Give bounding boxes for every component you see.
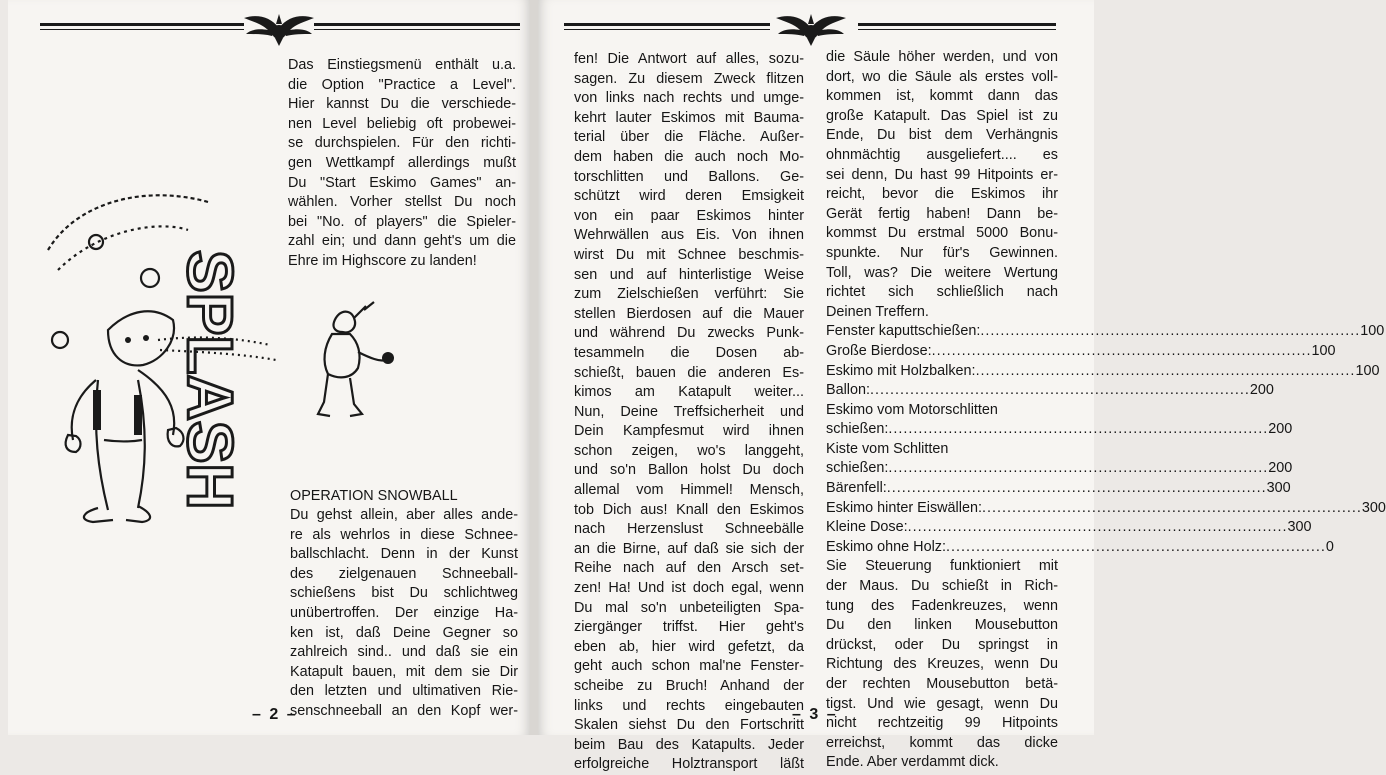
text-line: die Säule höher werden, und von [826, 49, 1058, 65]
score-row [826, 538, 1334, 558]
score-row [826, 381, 1274, 401]
column-one [574, 50, 804, 775]
eskimo-thrower-illustration [304, 302, 394, 422]
score-row [826, 420, 1293, 440]
text-line: schießt, bauen die anderen Es- [574, 364, 804, 381]
text-line: schon zeigen, wo's langgeht, [574, 442, 804, 459]
score-value: 100 [1360, 323, 1385, 340]
score-value: 300 [1361, 499, 1386, 516]
text-line: von links nach rechts und umge- [574, 90, 804, 107]
text-line: gen Wettkampf allerdings mußt [288, 154, 516, 171]
score-label: Eskimo hinter Eiswällen: [826, 499, 982, 516]
text-line: Du den linken Mousebutton [826, 617, 1058, 634]
score-label: schießen: [826, 460, 889, 477]
winged-ornament-icon [774, 10, 848, 46]
text-line: tob Dich aus! Knall den Eskimos [574, 501, 804, 518]
text-line: Toll, was? Die weitere Wertung [826, 264, 1058, 281]
text-line: senschneeball an den Kopf wer- [290, 702, 518, 719]
text-line: Dein Kampfesmut wird ihnen [574, 423, 804, 440]
text-line: zum Zielschießen verführt: Sie [574, 286, 804, 303]
text-line: fen! Die Antwort auf alles, sozu- [574, 51, 804, 67]
text-line: nen Level beliebig oft probewei- [288, 115, 516, 132]
text-line: reicht, bevor die Eskimos ihr [826, 186, 1058, 203]
score-label: Fenster kaputtschießen: [826, 323, 981, 340]
dot-leader [980, 322, 1360, 342]
text-line: terial über die Fläche. Außer- [574, 129, 804, 146]
text-line: dem haben die auch noch Mo- [574, 148, 804, 165]
text-line: erreichst, kommt das dicke [826, 734, 1058, 751]
intro-paragraph [288, 56, 516, 272]
score-value: 0 [1325, 538, 1334, 555]
text-line: Ende, Du bist dem Verhängnis [826, 127, 1058, 144]
text-line: kommst Du erstmal 5000 Bonu- [826, 225, 1058, 242]
dot-leader [887, 479, 1267, 499]
score-label: Eskimo ohne Holz: [826, 538, 946, 555]
text-line: ziergänger triffst. Hier geht's [574, 619, 804, 636]
score-row [826, 322, 1385, 342]
text-line: des zielgenauen Schneeball- [290, 565, 518, 582]
text-line: allemal vom Himmel! Mensch, [574, 482, 804, 499]
text-line: bei "No. of players" die Spieler- [288, 213, 516, 230]
text-line: ohnmächtig ausgeliefert.... es [826, 146, 1058, 163]
header-rule-right-thin [314, 29, 520, 30]
text-line: scheibe zu Bruch! Anhand der [574, 678, 804, 694]
text-line: nach Herzenslust Schneebälle [574, 521, 804, 538]
score-value: 200 [1268, 421, 1293, 438]
text-line: der Maus. Du schießt in Rich- [826, 578, 1058, 595]
dot-leader [976, 362, 1356, 382]
section-paragraph [290, 506, 518, 722]
text-line: schießens bist Du schlichtweg [290, 585, 518, 602]
winged-ornament-icon [242, 10, 316, 46]
book-gutter [530, 0, 538, 735]
text-line: erfolgreiche Holztransport läßt [574, 756, 804, 773]
score-label: Große Bierdose: [826, 342, 932, 359]
score-row [826, 459, 1293, 479]
score-value: 100 [1311, 342, 1336, 359]
text-line: sen und auf hinterlistige Weise [574, 266, 804, 283]
text-line: Reihe nach auf den Arsch set- [574, 560, 804, 577]
text-line: re als wehrlos in diese Schnee- [290, 526, 518, 543]
text-line: drückst, oder Du springst in [826, 636, 1058, 653]
dot-leader [908, 518, 1288, 538]
dot-leader [888, 459, 1268, 479]
text-line: se durchspielen. Für den richti- [288, 135, 516, 152]
text-line: torschlitten und Ballons. Ge- [574, 168, 804, 185]
score-value: 100 [1355, 362, 1380, 379]
text-line: zen! Ha! Und ist doch egal, wenn [574, 580, 804, 597]
text-line: Du "Start Eskimo Games" an- [288, 174, 516, 191]
text-line: ballschlacht. Denn in der Kunst [290, 546, 518, 563]
text-line: stellen Bierdosen auf die Mauer [574, 305, 804, 322]
text-line: zahlreich sind.. und daß sie ein [290, 644, 518, 661]
score-label: Ballon: [826, 382, 871, 399]
text-line: sei denn, Du hast 99 Hitpoints er- [826, 166, 1058, 183]
text-line: die Option "Practice a Level". [288, 76, 516, 93]
text-line: und während Du zwecks Punk- [574, 325, 804, 342]
text-line: Hier kannst Du die verschiede- [288, 96, 516, 113]
text-line: Deinen Treffern. [826, 303, 929, 320]
text-line: Katapult bauen, mit dem sie Dir [290, 663, 518, 680]
header-rule-left-thin [564, 29, 770, 30]
header-rule-right [314, 23, 520, 26]
score-value: 300 [1266, 480, 1291, 497]
text-line: geht auch schon mal'ne Fenster- [574, 658, 804, 675]
text-line: Das Einstiegsmenü enthält u.a. [288, 57, 516, 73]
text-line: ken ist, daß Deine Gegner so [290, 624, 518, 641]
score-label-line: Kiste vom Schlitten [826, 440, 949, 457]
dot-leader [870, 381, 1250, 401]
score-label: Eskimo mit Holzbalken: [826, 362, 976, 379]
text-line: beim Bau des Katapults. Jeder [574, 736, 804, 753]
dot-leader [946, 538, 1326, 558]
text-line: Richtung des Kreuzes, wenn Du [826, 656, 1058, 673]
page-number: – 2 – [252, 706, 298, 723]
text-line: Nun, Deine Treffsicherheit und [574, 403, 804, 420]
text-line: wirst Du mit Schnee beschmis- [574, 246, 804, 263]
text-line: an die Birne, auf daß sie sich der [574, 540, 804, 557]
text-line: nicht rechtzeitig 99 Hitpoints [826, 715, 1058, 732]
splash-text: SPLASH [174, 250, 246, 510]
text-line: sagen. Zu diesem Zweck flitzen [574, 70, 804, 87]
right-page [538, 0, 1386, 773]
header-rule-left [40, 23, 244, 26]
text-line: richtet sich schließlich nach [826, 284, 1058, 301]
score-label: schießen: [826, 421, 889, 438]
text-line: tesammeln die Dosen ab- [574, 344, 804, 361]
score-value: 200 [1249, 382, 1274, 399]
text-line: Du mal so'n unbeteiligten Spa- [574, 599, 804, 616]
text-line: große Katapult. Das Spiel ist zu [826, 107, 1058, 124]
header-rule-right-thin [858, 29, 1056, 30]
text-line: Skalen siehst Du den Fortschritt [574, 717, 804, 734]
header-rule-right [858, 23, 1056, 26]
header-rule-left [564, 23, 770, 26]
text-line: Ende. Aber verdammt dick. [826, 754, 999, 771]
score-label: Bärenfell: [826, 480, 887, 497]
text-line: den letzten und ultimativen Rie- [290, 683, 518, 700]
text-line: links und rechts eingebauten [574, 697, 804, 714]
text-line: eben ab, hier wird gefetzt, da [574, 638, 804, 655]
score-row [826, 342, 1336, 362]
text-line: spunkte. Nur für's Gewinnen. [826, 244, 1058, 261]
score-row [826, 499, 1386, 519]
page-number: – 3 – [792, 706, 838, 723]
snowball-fight-illustration [38, 190, 288, 530]
section-heading: OPERATION SNOWBALL [290, 488, 458, 504]
text-line: dort, wo die Säule als erstes voll- [826, 68, 1058, 85]
score-value: 300 [1287, 519, 1312, 536]
score-label-line: Eskimo vom Motorschlitten [826, 401, 998, 418]
score-value: 200 [1268, 460, 1293, 477]
text-line: kommen ist, kommt dann das [826, 88, 1058, 105]
text-line: und so'n Ballon holst Du doch [574, 462, 804, 479]
dot-leader [982, 499, 1362, 519]
dot-leader [888, 420, 1268, 440]
score-row [826, 518, 1312, 538]
left-page [8, 0, 530, 735]
text-line: schützt wird deren Emsigkeit [574, 188, 804, 205]
text-line: kimos am Katapult weiter... [574, 384, 804, 401]
text-line: Wehrwällen aus Eis. Von ihnen [574, 227, 804, 244]
score-label: Kleine Dose: [826, 519, 908, 536]
text-line: tigst. Und wie gesagt, wenn Du [826, 695, 1058, 712]
text-line: Ehre im Highscore zu landen! [288, 252, 477, 269]
text-line: der rechten Mousebutton betä- [826, 676, 1058, 692]
score-row [826, 479, 1291, 499]
score-row [826, 362, 1380, 382]
text-line: Du gehst allein, aber alles ande- [290, 507, 518, 523]
text-line: von ein paar Eskimos hinter [574, 207, 804, 224]
text-line: wählen. Vorher stellst Du noch [288, 194, 516, 211]
header-rule-left-thin [40, 29, 244, 30]
text-line: tung des Fadenkreuzes, wenn [826, 597, 1058, 614]
text-line: zahl ein; und dann geht's um die [288, 233, 516, 250]
text-line: unübertroffen. Der einzige Ha- [290, 604, 518, 621]
dot-leader [932, 342, 1312, 362]
text-line: Gerät fertig haben! Dann be- [826, 205, 1058, 222]
text-line: kehrt lauter Eskimos mit Bauma- [574, 109, 804, 126]
text-line: Sie Steuerung funktioniert mit [826, 558, 1058, 575]
column-two [826, 48, 1386, 773]
